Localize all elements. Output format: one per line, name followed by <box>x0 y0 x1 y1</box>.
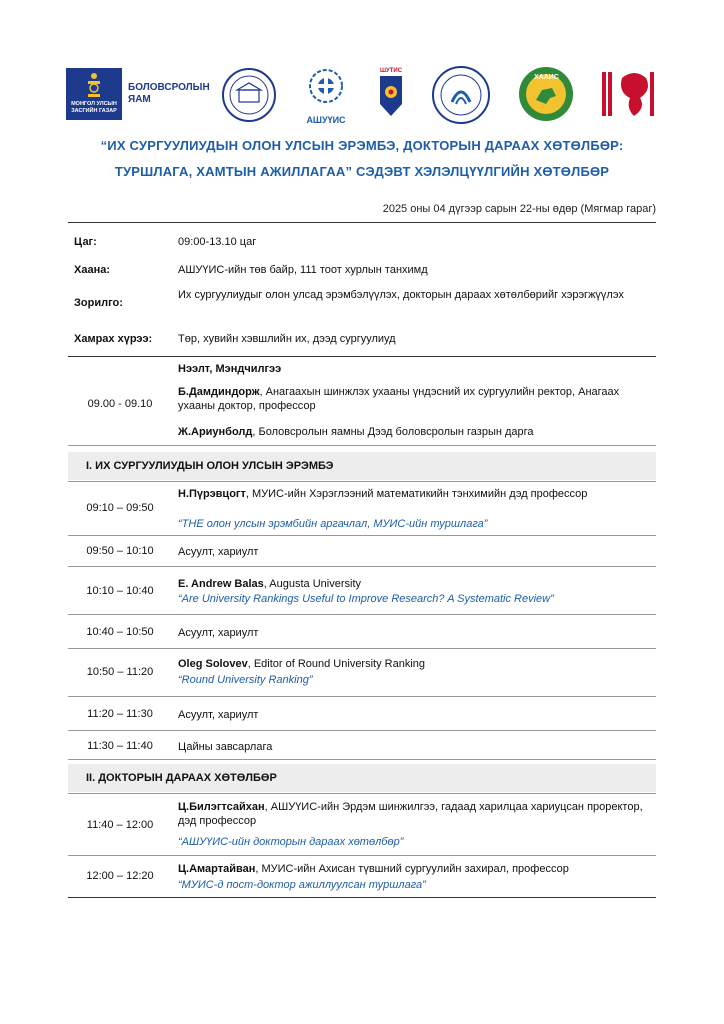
divider <box>68 759 656 760</box>
section-title: I. ИХ СУРГУУЛИУДЫН ОЛОН УЛСЫН ЭРЭМБЭ <box>86 460 334 472</box>
session-time: 10:40 – 10:50 <box>86 626 154 638</box>
divider <box>68 897 656 898</box>
section-title: II. ДОКТОРЫН ДАРААХ ХӨТӨЛБӨР <box>86 772 277 784</box>
haais-logo <box>518 66 574 122</box>
session-talk-title: “Round University Ranking” <box>178 674 313 686</box>
session-text: Асуулт, хариулт <box>178 627 259 639</box>
opening-speaker-1 <box>178 385 648 413</box>
shutis-logo-text: ШУТИС <box>379 68 403 74</box>
session-text: Цайны завсарлага <box>178 741 273 753</box>
info-value-goal: Их сургуулиудыг олон улсад эрэмбэлүүлэх, докторын дараах хөтөлбөрийг хэрэгжүүлэх <box>178 289 624 301</box>
session-talk-title: “Are University Rankings Useful to Improve Research? A Systematic Review” <box>178 593 554 605</box>
speaker-role: , МУИС-ийн Хэрэглээний математикийн тэнхимийн дэд профессор <box>245 488 588 500</box>
session-time: 10:10 – 10:40 <box>86 585 154 597</box>
speaker-role: , Augusta University <box>263 578 362 590</box>
speaker-role: , Боловсролын яамны Дээд боловсролын газрын дарга <box>252 426 534 438</box>
speaker-name: Ж.Ариунболд <box>178 426 253 438</box>
ashuuis-logo <box>302 66 350 125</box>
info-label-goal: Зорилго: <box>74 297 123 309</box>
info-label-place: Хаана: <box>74 264 110 276</box>
divider <box>68 793 656 794</box>
session-speaker <box>178 862 648 876</box>
info-value-place: АШУҮИС-ийн төв байр, 111 тоот хурлын танхимд <box>178 264 428 276</box>
divider <box>68 855 656 856</box>
speaker-name: E. Andrew Balas <box>178 578 264 590</box>
session-speaker <box>178 487 648 501</box>
session-talk-title: “THE олон улсын эрэмбийн аргачлал, МУИС-ийн туршлага” <box>178 518 488 530</box>
speaker-name: Б.Дамдиндорж <box>178 386 260 398</box>
soyombo-icon <box>84 72 104 98</box>
info-value-scope: Төр, хувийн хэвшлийн их, дээд сургуулиуд <box>178 333 396 345</box>
divider <box>68 535 656 536</box>
page-title-line-1: “ИХ СУРГУУЛИУДЫН ОЛОН УЛСЫН ЭРЭМБЭ, ДОКТОРЫН ДАРААХ ХӨТӨЛБӨР: <box>100 138 624 153</box>
logo-bar <box>66 66 660 125</box>
opening-time: 09.00 - 09.10 <box>87 398 153 410</box>
speaker-name: Ц.Билэгтсайхан <box>178 801 265 813</box>
session-speaker <box>178 577 648 591</box>
ministry-name: БОЛОВСРОЛЫН ЯАМ <box>128 82 210 105</box>
speaker-name: Ц.Амартайван <box>178 863 256 875</box>
session-time: 09:50 – 10:10 <box>86 545 154 557</box>
divider <box>68 730 656 731</box>
university-ring-logo <box>432 66 490 124</box>
speaker-name: Oleg Solovev <box>178 658 248 670</box>
ashuuis-logo-text: АШУҮИС <box>306 115 346 125</box>
heritage-university-logo <box>600 68 660 120</box>
info-label-scope: Хамрах хүрээ: <box>74 333 153 345</box>
divider <box>68 696 656 697</box>
speaker-role: , Editor of Round University Ranking <box>247 658 426 670</box>
divider <box>68 445 656 446</box>
divider <box>68 614 656 615</box>
divider <box>68 222 656 223</box>
session-text: Асуулт, хариулт <box>178 709 259 721</box>
page-title-line-2: ТУРШЛАГА, ХАМТЫН АЖИЛЛАГАА” СЭДЭВТ ХЭЛЭЛЦҮҮЛГИЙН ХӨТӨЛБӨР <box>114 164 610 179</box>
divider <box>68 566 656 567</box>
session-time: 10:50 – 11:20 <box>86 666 154 678</box>
shutis-logo <box>378 68 404 120</box>
haais-logo-text: ХААИС <box>534 74 559 81</box>
session-speaker <box>178 800 648 828</box>
event-date: 2025 оны 04 дүгээр сарын 22-ны өдөр (Мягмар гараг) <box>382 203 656 215</box>
section-header-2 <box>68 764 656 792</box>
opening-speaker-2 <box>178 425 648 439</box>
speaker-role: , МУИС-ийн Ахисан түвшний сургуулийн захирал, профессор <box>255 863 569 875</box>
divider <box>68 481 656 482</box>
section-header-1 <box>68 452 656 480</box>
session-talk-title: “АШУҮИС-ийн докторын дараах хөтөлбөр” <box>178 836 404 848</box>
session-time: 11:30 – 11:40 <box>87 740 153 752</box>
divider <box>68 648 656 649</box>
info-value-time: 09:00-13.10 цаг <box>178 236 257 248</box>
session-speaker <box>178 657 648 671</box>
session-time: 09:10 – 09:50 <box>86 502 154 514</box>
session-time: 12:00 – 12:20 <box>86 870 154 882</box>
opening-title: Нээлт, Мэндчилгээ <box>178 363 282 375</box>
session-time: 11:40 – 12:00 <box>86 819 154 831</box>
government-caption: МОНГОЛ УЛСЫН ЗАСГИЙН ГАЗАР <box>71 101 117 114</box>
speaker-role: , АШУҮИС-ийн Эрдэм шинжилгээ, гадаад харилцаа хариуцсан проректор, дэд профессор <box>178 801 643 827</box>
session-time: 11:20 – 11:30 <box>87 708 153 720</box>
government-emblem-logo <box>66 68 122 120</box>
speaker-role: , Анагаахын шинжлэх ухааны үндэсний их сургуулийн ректор, Анагаах ухааны доктор, профессор <box>178 386 620 412</box>
divider <box>68 356 656 357</box>
session-talk-title: “МУИС-д пост-доктор ажиллуулсан туршлага” <box>178 879 426 891</box>
info-label-time: Цаг: <box>74 236 97 248</box>
speaker-name: Н.Пүрэвцогт <box>178 488 246 500</box>
university-seal-logo <box>222 68 276 122</box>
session-text: Асуулт, хариулт <box>178 546 259 558</box>
